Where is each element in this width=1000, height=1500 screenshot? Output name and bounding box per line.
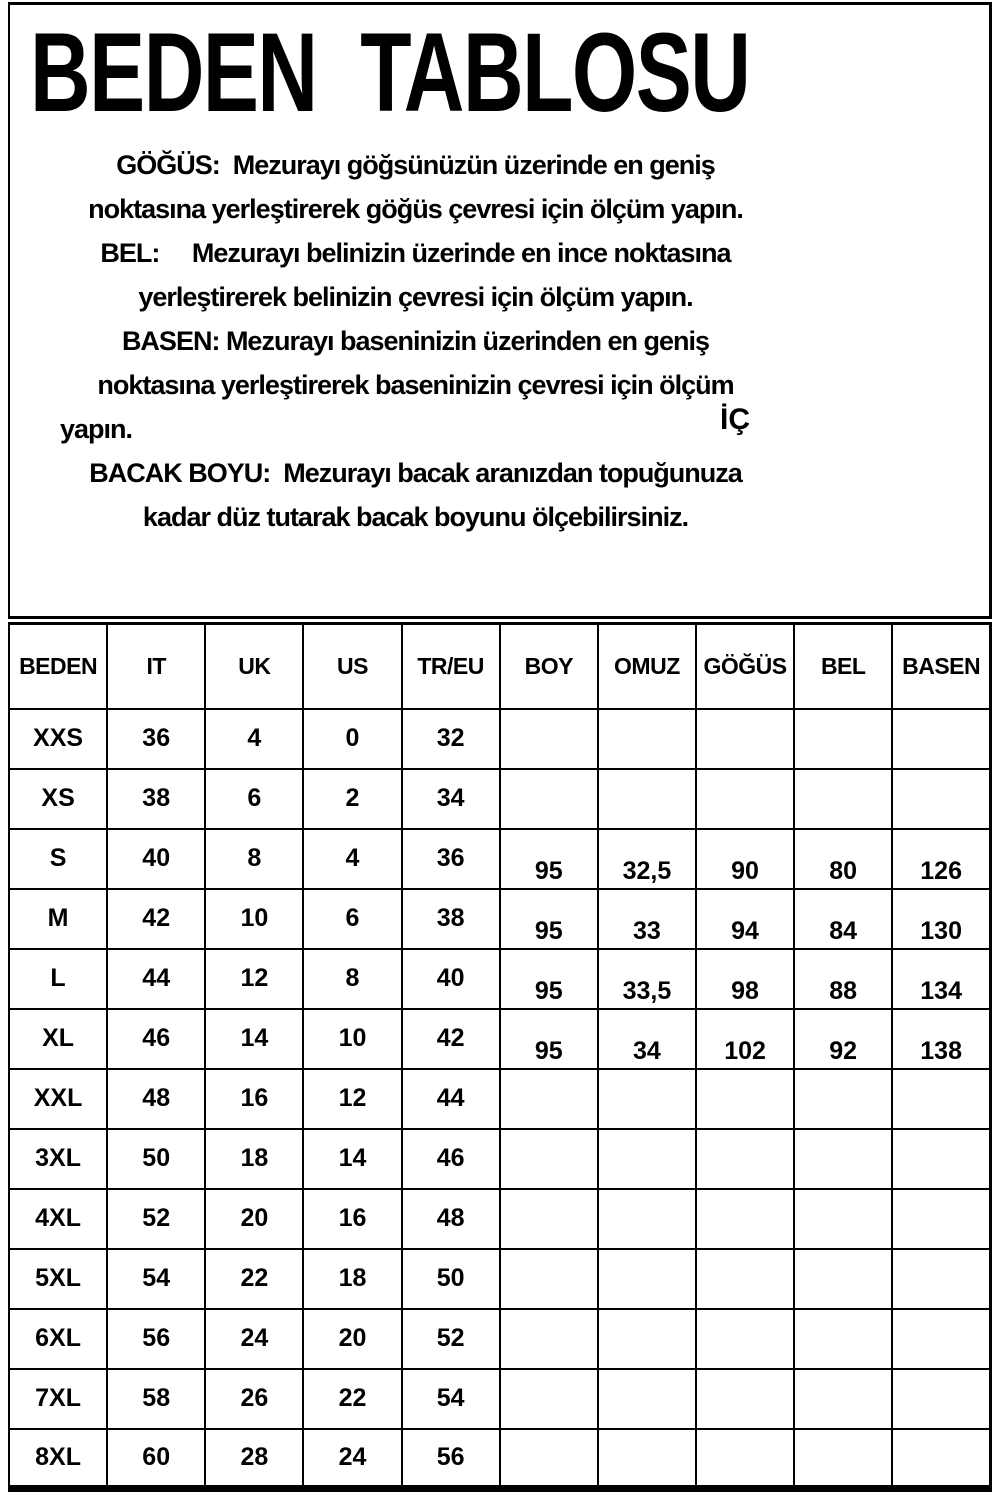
size-value-cell xyxy=(696,1249,794,1309)
column-header: GÖĞÜS xyxy=(696,621,794,709)
size-value-cell xyxy=(205,1009,303,1069)
size-label-cell xyxy=(9,1249,107,1309)
size-value-cell xyxy=(303,889,401,949)
size-value-cell xyxy=(402,769,500,829)
table-row xyxy=(9,1009,991,1069)
size-value-cell xyxy=(598,1129,696,1189)
size-value-cell xyxy=(598,1069,696,1129)
cell-value: 138 xyxy=(920,1037,962,1065)
cell-value: 7XL xyxy=(35,1384,81,1412)
cell-value: 50 xyxy=(436,1264,465,1292)
cell-value: 34 xyxy=(436,784,465,812)
table-row xyxy=(9,1069,991,1129)
size-value-cell xyxy=(794,769,892,829)
column-header: BEDEN xyxy=(9,621,107,709)
size-value-cell xyxy=(303,1429,401,1489)
size-value-cell xyxy=(696,1429,794,1489)
size-value-cell xyxy=(598,829,696,889)
cell-value: 8 xyxy=(345,964,360,992)
cell-value: 42 xyxy=(142,904,171,932)
cell-value: 126 xyxy=(920,857,962,885)
cell-value: 98 xyxy=(731,977,759,1005)
size-value-cell xyxy=(794,1249,892,1309)
cell-value: 95 xyxy=(534,1037,563,1065)
size-value-cell xyxy=(892,1069,990,1129)
size-value-cell xyxy=(500,829,598,889)
cell-value: 18 xyxy=(240,1144,269,1172)
size-value-cell xyxy=(107,1009,205,1069)
cell-value: 88 xyxy=(829,977,858,1005)
size-value-cell xyxy=(303,1189,401,1249)
instruction-line: yapın. xyxy=(60,414,133,444)
size-value-cell xyxy=(303,1069,401,1129)
cell-value: 38 xyxy=(142,784,171,812)
cell-value: 2 xyxy=(345,784,360,812)
cell-value: 8XL xyxy=(35,1442,81,1471)
size-value-cell xyxy=(303,769,401,829)
cell-value: 12 xyxy=(338,1084,367,1112)
column-header: BOY xyxy=(500,621,598,709)
cell-value: 5XL xyxy=(35,1264,81,1292)
instruction-line: yerleştirerek belinizin çevresi için ölçüm yapın. xyxy=(138,282,693,312)
size-value-cell xyxy=(598,1429,696,1489)
instruction-line: noktasına yerleştirerek baseninizin çevresi için ölçüm xyxy=(97,370,734,400)
size-value-cell xyxy=(107,1309,205,1369)
cell-value: 36 xyxy=(142,724,171,752)
size-value-cell xyxy=(696,949,794,1009)
column-header: US xyxy=(303,621,401,709)
cell-value: 90 xyxy=(731,857,759,885)
cell-value: 54 xyxy=(142,1264,171,1292)
cell-value: 28 xyxy=(240,1442,269,1471)
size-value-cell xyxy=(794,1189,892,1249)
size-value-cell xyxy=(402,1429,500,1489)
cell-value: 6 xyxy=(345,904,360,932)
cell-value: XL xyxy=(42,1024,75,1052)
cell-value: 14 xyxy=(240,1024,269,1052)
size-value-cell xyxy=(500,709,598,769)
column-header: OMUZ xyxy=(598,621,696,709)
size-label-cell xyxy=(9,1309,107,1369)
size-label-cell xyxy=(9,949,107,1009)
size-value-cell xyxy=(696,1009,794,1069)
cell-value: 14 xyxy=(338,1144,367,1172)
size-value-cell xyxy=(598,709,696,769)
size-value-cell xyxy=(205,1309,303,1369)
cell-value: 26 xyxy=(240,1384,269,1412)
size-value-cell xyxy=(500,889,598,949)
size-value-cell xyxy=(500,1009,598,1069)
header-row xyxy=(9,621,991,709)
size-label-cell xyxy=(9,1129,107,1189)
size-value-cell xyxy=(892,829,990,889)
cell-value: 40 xyxy=(142,844,171,872)
size-value-cell xyxy=(794,889,892,949)
cell-value: 10 xyxy=(338,1024,367,1052)
cell-value: 22 xyxy=(240,1264,269,1292)
size-value-cell xyxy=(598,1189,696,1249)
size-value-cell xyxy=(402,1309,500,1369)
cell-value: 84 xyxy=(829,917,858,945)
cell-value: 56 xyxy=(142,1324,171,1352)
size-value-cell xyxy=(205,769,303,829)
size-value-cell xyxy=(598,889,696,949)
size-value-cell xyxy=(303,709,401,769)
cell-value: 52 xyxy=(436,1324,465,1352)
column-header: TR/EU xyxy=(402,621,500,709)
size-value-cell xyxy=(794,1129,892,1189)
cell-value: 44 xyxy=(436,1084,465,1112)
cell-value: 32,5 xyxy=(622,857,672,885)
table-row xyxy=(9,889,991,949)
size-value-cell xyxy=(696,1129,794,1189)
cell-value: 80 xyxy=(829,857,858,885)
size-label-cell xyxy=(9,1189,107,1249)
cell-value: 20 xyxy=(338,1324,367,1352)
cell-value: 95 xyxy=(534,917,563,945)
size-value-cell xyxy=(500,1129,598,1189)
cell-value: 18 xyxy=(338,1264,367,1292)
cell-value: 16 xyxy=(338,1204,367,1232)
table-row xyxy=(9,709,991,769)
instruction-line: BACAK BOYU: Mezurayı bacak aranızdan topuğunuza xyxy=(89,458,742,488)
size-value-cell xyxy=(107,769,205,829)
size-value-cell xyxy=(598,1369,696,1429)
cell-value: 48 xyxy=(142,1084,171,1112)
size-value-cell xyxy=(107,949,205,1009)
cell-value: 22 xyxy=(338,1384,367,1412)
size-value-cell xyxy=(303,1009,401,1069)
size-value-cell xyxy=(500,1429,598,1489)
cell-value: 46 xyxy=(436,1144,465,1172)
size-value-cell xyxy=(303,1129,401,1189)
table-row xyxy=(9,1369,991,1429)
size-value-cell xyxy=(205,1429,303,1489)
size-value-cell xyxy=(794,1069,892,1129)
cell-value: 40 xyxy=(436,964,465,992)
size-value-cell xyxy=(892,1009,990,1069)
size-value-cell xyxy=(402,1009,500,1069)
table-row xyxy=(9,1429,991,1489)
cell-value: 3XL xyxy=(35,1144,81,1172)
cell-value: 94 xyxy=(731,917,759,945)
cell-value: 8 xyxy=(247,844,262,872)
size-label-cell xyxy=(9,829,107,889)
cell-value: 6XL xyxy=(35,1324,81,1352)
cell-value: 95 xyxy=(534,977,563,1005)
size-value-cell xyxy=(794,1429,892,1489)
table-row xyxy=(9,1249,991,1309)
cell-value: 4XL xyxy=(35,1204,81,1232)
size-value-cell xyxy=(892,1309,990,1369)
size-value-cell xyxy=(892,1129,990,1189)
cell-value: 0 xyxy=(345,724,360,752)
column-header: UK xyxy=(205,621,303,709)
size-value-cell xyxy=(107,1249,205,1309)
cell-value: 36 xyxy=(436,844,465,872)
size-label-cell xyxy=(9,1009,107,1069)
size-value-cell xyxy=(500,1309,598,1369)
cell-value: 50 xyxy=(142,1144,171,1172)
size-label-cell xyxy=(9,889,107,949)
cell-value: 58 xyxy=(142,1384,171,1412)
size-value-cell xyxy=(205,709,303,769)
size-value-cell xyxy=(794,1369,892,1429)
instructions xyxy=(10,143,989,539)
size-value-cell xyxy=(892,889,990,949)
page-title: BEDEN TABLOSU xyxy=(30,10,750,135)
table-row xyxy=(9,1309,991,1369)
size-value-cell xyxy=(303,1309,401,1369)
size-value-cell xyxy=(205,829,303,889)
cell-value: 102 xyxy=(724,1037,766,1065)
cell-value: 34 xyxy=(633,1037,661,1065)
instruction-line: kadar düz tutarak bacak boyunu ölçebilirsiniz. xyxy=(142,502,689,532)
size-value-cell xyxy=(205,949,303,1009)
cell-value: 54 xyxy=(436,1384,465,1412)
size-value-cell xyxy=(402,709,500,769)
size-value-cell xyxy=(794,709,892,769)
size-value-cell xyxy=(402,949,500,1009)
size-value-cell xyxy=(500,1189,598,1249)
size-value-cell xyxy=(696,1189,794,1249)
size-value-cell xyxy=(696,1369,794,1429)
instruction-line: noktasına yerleştirerek göğüs çevresi için ölçüm yapın. xyxy=(88,194,743,224)
size-value-cell xyxy=(598,1309,696,1369)
cell-value: XXS xyxy=(33,724,84,752)
size-value-cell xyxy=(303,829,401,889)
cell-value: 10 xyxy=(240,904,269,932)
cell-value: L xyxy=(50,964,66,992)
size-value-cell xyxy=(402,829,500,889)
size-value-cell xyxy=(500,769,598,829)
size-value-cell xyxy=(500,1069,598,1129)
cell-value: 24 xyxy=(338,1442,367,1471)
size-value-cell xyxy=(794,1009,892,1069)
size-value-cell xyxy=(696,1069,794,1129)
size-value-cell xyxy=(696,829,794,889)
cell-value: 92 xyxy=(829,1037,858,1065)
cell-value: 42 xyxy=(436,1024,465,1052)
size-value-cell xyxy=(205,1249,303,1309)
size-value-cell xyxy=(598,949,696,1009)
size-label-cell xyxy=(9,1369,107,1429)
cell-value: 12 xyxy=(240,964,269,992)
instructions-box xyxy=(8,2,992,616)
size-value-cell xyxy=(598,769,696,829)
size-value-cell xyxy=(696,769,794,829)
size-value-cell xyxy=(402,889,500,949)
cell-value: 95 xyxy=(534,857,563,885)
size-table-body xyxy=(9,709,991,1489)
size-value-cell xyxy=(500,1249,598,1309)
table-row xyxy=(9,949,991,1009)
size-label-cell xyxy=(9,769,107,829)
cell-value: 52 xyxy=(142,1204,171,1232)
size-value-cell xyxy=(303,1369,401,1429)
cell-value: 33,5 xyxy=(622,977,672,1005)
size-value-cell xyxy=(402,1069,500,1129)
cell-value: 130 xyxy=(920,917,962,945)
table-row xyxy=(9,829,991,889)
size-value-cell xyxy=(892,769,990,829)
cell-value: 56 xyxy=(436,1442,465,1471)
size-value-cell xyxy=(107,1189,205,1249)
cell-value: S xyxy=(49,844,67,872)
size-value-cell xyxy=(500,1369,598,1429)
table-row xyxy=(9,1189,991,1249)
cell-value: 24 xyxy=(240,1324,269,1352)
cell-value: 33 xyxy=(633,917,661,945)
size-value-cell xyxy=(107,1069,205,1129)
cell-value: 48 xyxy=(436,1204,465,1232)
cell-value: 4 xyxy=(345,844,360,872)
side-note: İÇ xyxy=(720,403,750,436)
instruction-line: BASEN: Mezurayı baseninizin üzerinden en geniş xyxy=(121,326,710,356)
size-value-cell xyxy=(892,1369,990,1429)
size-label-cell xyxy=(9,1429,107,1489)
size-value-cell xyxy=(794,829,892,889)
size-value-cell xyxy=(892,709,990,769)
size-value-cell xyxy=(205,1069,303,1129)
cell-value: M xyxy=(47,904,69,932)
size-value-cell xyxy=(402,1189,500,1249)
instruction-line: GÖĞÜS: Mezurayı göğsünüzün üzerinde en geniş xyxy=(116,150,715,180)
size-value-cell xyxy=(107,1369,205,1429)
cell-value: 16 xyxy=(240,1084,269,1112)
cell-value: 46 xyxy=(142,1024,171,1052)
cell-value: 60 xyxy=(142,1442,171,1471)
instruction-line: BEL: Mezurayı belinizin üzerinde en ince noktasına xyxy=(100,238,731,268)
cell-value: 32 xyxy=(436,724,465,752)
size-label-cell xyxy=(9,1069,107,1129)
size-value-cell xyxy=(303,1249,401,1309)
size-table-head xyxy=(9,621,991,709)
size-value-cell xyxy=(205,1189,303,1249)
size-value-cell xyxy=(892,1429,990,1489)
size-chart-sheet xyxy=(8,2,992,1492)
size-value-cell xyxy=(107,889,205,949)
cell-value: 134 xyxy=(920,977,962,1005)
size-value-cell xyxy=(402,1369,500,1429)
size-value-cell xyxy=(500,949,598,1009)
size-value-cell xyxy=(892,1249,990,1309)
size-value-cell xyxy=(794,1309,892,1369)
table-row xyxy=(9,1129,991,1189)
size-table xyxy=(8,616,992,1492)
cell-value: XS xyxy=(41,784,75,812)
column-header: IT xyxy=(107,621,205,709)
size-value-cell xyxy=(696,1309,794,1369)
size-value-cell xyxy=(696,889,794,949)
column-header: BEL xyxy=(794,621,892,709)
size-value-cell xyxy=(303,949,401,1009)
size-value-cell xyxy=(892,1189,990,1249)
column-header: BASEN xyxy=(892,621,990,709)
size-value-cell xyxy=(107,709,205,769)
size-value-cell xyxy=(402,1129,500,1189)
cell-value: 38 xyxy=(436,904,465,932)
cell-value: 20 xyxy=(240,1204,269,1232)
size-value-cell xyxy=(598,1249,696,1309)
size-value-cell xyxy=(107,1429,205,1489)
cell-value: 6 xyxy=(247,784,262,812)
size-value-cell xyxy=(794,949,892,1009)
cell-value: 4 xyxy=(247,724,262,752)
size-value-cell xyxy=(107,829,205,889)
size-value-cell xyxy=(696,709,794,769)
size-label-cell xyxy=(9,709,107,769)
size-value-cell xyxy=(205,889,303,949)
cell-value: XXL xyxy=(33,1084,83,1112)
size-value-cell xyxy=(402,1249,500,1309)
size-value-cell xyxy=(107,1129,205,1189)
size-value-cell xyxy=(892,949,990,1009)
size-value-cell xyxy=(205,1369,303,1429)
size-value-cell xyxy=(205,1129,303,1189)
cell-value: 44 xyxy=(142,964,171,992)
size-value-cell xyxy=(598,1009,696,1069)
table-row xyxy=(9,769,991,829)
